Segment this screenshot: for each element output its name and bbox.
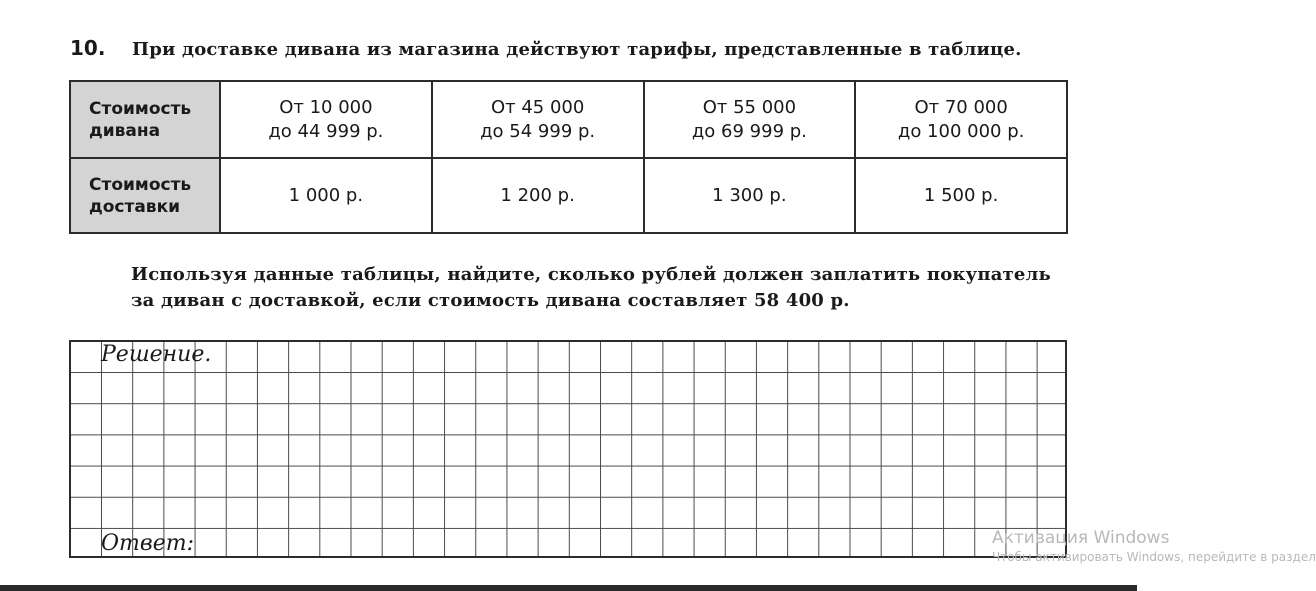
price-range-cell: От 70 000 до 100 000 р. [855, 81, 1067, 158]
problem-number: 10. [70, 36, 106, 60]
bottom-bar [0, 585, 1137, 591]
solution-label: Решение. [101, 342, 212, 367]
answer-grid[interactable] [69, 340, 1067, 558]
watermark-title: Активация Windows [992, 528, 1170, 548]
delivery-price-cell: 1 200 р. [432, 158, 644, 233]
row-header-delivery-price: Стоимость доставки [70, 158, 220, 233]
problem-header [70, 30, 1070, 66]
answer-label: Ответ: [101, 531, 194, 556]
table-row-sofa-price [70, 81, 1067, 158]
windows-activation-watermark [992, 527, 1316, 565]
delivery-price-cell: 1 000 р. [220, 158, 432, 233]
row-header-sofa-price: Стоимость дивана [70, 81, 220, 158]
price-range-cell: От 45 000 до 54 999 р. [432, 81, 644, 158]
delivery-price-cell: 1 300 р. [644, 158, 856, 233]
problem-text: При доставке дивана из магазина действуют тарифы, представленные в таблице. [132, 39, 1022, 60]
table-row-delivery-price [70, 158, 1067, 233]
watermark-subtitle: Чтобы активировать Windows, перейдите в раздел [992, 550, 1316, 564]
question-text [131, 262, 1091, 314]
price-range-cell: От 55 000 до 69 999 р. [644, 81, 856, 158]
price-range-cell: От 10 000 до 44 999 р. [220, 81, 432, 158]
question-line: за диван с доставкой, если стоимость дивана составляет 58 400 р. [131, 290, 850, 311]
question-line: Используя данные таблицы, найдите, сколько рублей должен заплатить покупатель [131, 264, 1051, 285]
delivery-price-cell: 1 500 р. [855, 158, 1067, 233]
tariff-table [69, 80, 1068, 234]
